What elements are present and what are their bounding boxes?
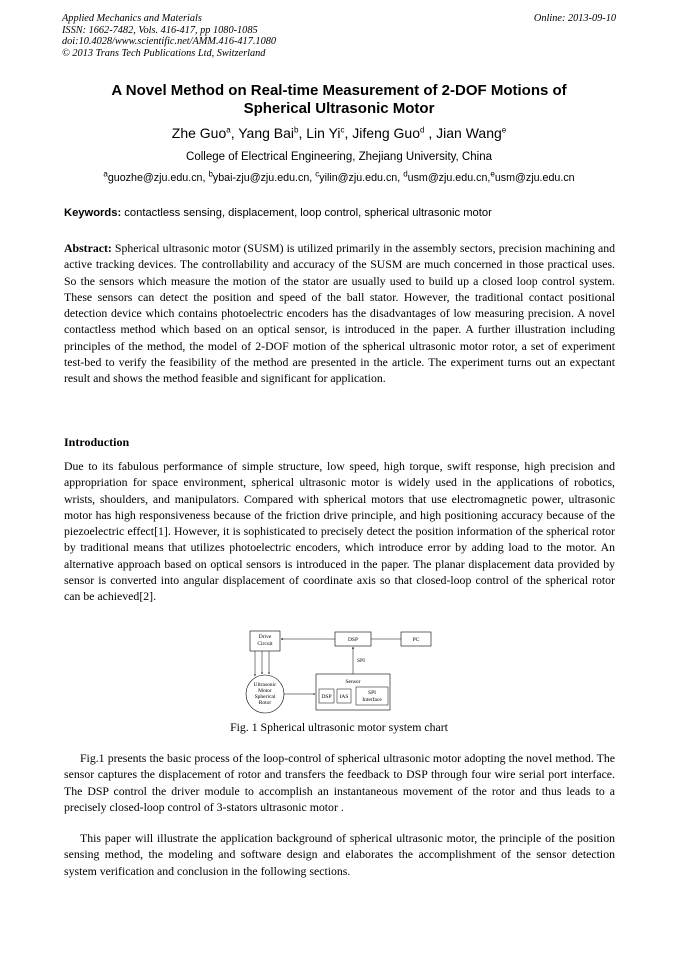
keywords-label: Keywords: [64,207,122,219]
email-mark: a [103,169,108,179]
copyright-line: © 2013 Trans Tech Publications Ltd, Switzerland [62,47,266,59]
email-mark: d [403,169,408,179]
email-separator: , [309,172,316,184]
title-line-2: Spherical Ultrasonic Motor [243,100,435,117]
keywords-text: contactless sensing, displacement, loop control, spherical ultrasonic motor [121,207,492,219]
author-separator: , [344,125,353,141]
rotor-label-3: Spherical [254,694,276,700]
abstract-label: Abstract: [64,241,112,255]
abstract [64,240,615,387]
author-separator: , [298,125,307,141]
author-affiliation-mark: b [294,125,299,135]
email-mark: b [208,169,213,179]
drive-circuit-label-2: Circuit [257,641,273,647]
author-name: Lin Yi [306,125,341,141]
affiliation: College of Electrical Engineering, Zhejiang University, China [186,151,492,163]
author-affiliation-mark: c [340,125,345,135]
introduction-heading: Introduction [64,435,130,449]
author-affiliation-mark: e [501,125,507,135]
author-separator: , [230,125,239,141]
sensor-dsp-label: DSP [321,694,332,700]
author-name: Zhe Guo [171,125,227,141]
dsp-label: DSP [347,637,359,643]
author-affiliation-mark: a [226,125,231,135]
journal-header [62,13,276,59]
figure-description-paragraph: Fig.1 presents the basic process of the loop-control of spherical ultrasonic motor adopting the novel method. The sensor captures the displacement of rotor and transfers the feedback to DSP through four wire serial port interface. The DSP control the driver module to accomplish an instantaneous movement of the rotor and thus leads to a precisely closed-loop control of 3-stators ultrasonic motor . [64,751,615,814]
author-separator: , [424,125,437,141]
introduction-paragraph: Due to its fabulous performance of simple structure, low speed, high torque, swift response, high precision and appropriation for space environment, spherical ultrasonic motor is widely used in the applications of robotics, wrists, shoulders, and manipulators. Compared with spherical motors that use electromagnetic power, ultrasonic motor has high responsiveness because of the friction drive principle, and high positioning accuracy because of the piezoelectric effect[1]. However, it is sophisticated to precisely detect the position information of the spherical rotor by traditional means that utilizes photoelectric encoders, which introduce error by adding load to the motor. An alternative approach based on optical sensors is introduced in the paper. The planar displacement data provided by sensor is converted into angular displacement of coordinate axis so that closed-loop control of the spherical rotor can be achieved[2]. [64,459,615,604]
journal-name: Applied Mechanics and Materials [62,13,202,24]
author-name: Jian Wang [436,125,502,141]
rotor-label-4: Rotor [258,700,272,706]
title-line-1: A Novel Method on Real-time Measurement of 2-DOF Motions of [111,82,567,99]
author-list [40,124,638,142]
author-name: Yang Bai [238,125,295,141]
doi-line: doi:10.4028/www.scientific.net/AMM.416-417.1080 [62,36,277,48]
ias-label: IAS [339,694,349,700]
spi-interface-label-2: Interface [362,697,382,703]
keywords [64,206,624,220]
figure-caption: Fig. 1 Spherical ultrasonic motor system chart [230,720,448,734]
email-mark: e [490,169,495,179]
email-separator: , [487,172,491,184]
rotor-label-2: Motor [258,688,272,694]
drive-circuit-label-1: Drive [258,634,272,640]
email-list [30,171,648,185]
email-address[interactable]: usm@zju.edu.cn [407,172,488,184]
system-chart-diagram [240,627,440,717]
spi-link-label: SPI [357,658,365,664]
pc-label: PC [412,637,420,643]
email-address[interactable]: guozhe@zju.edu.cn [107,172,203,184]
email-address[interactable]: yilin@zju.edu.cn [319,172,398,184]
issn-line: ISSN: 1662-7482, Vols. 416-417, pp 1080-1085 [62,24,258,36]
email-separator: , [397,172,404,184]
system-chart-figure [240,627,440,717]
rotor-label-1: Ultrasonic [253,682,277,688]
email-mark: c [315,169,320,179]
outline-paragraph: This paper will illustrate the application background of spherical ultrasonic motor, the principle of the position sensing method, the modeling and software design and elaborates the accomplishment of the sensor detection system verification and conclusion in the following sections. [64,831,615,878]
author-name: Jifeng Guo [352,125,421,141]
email-address[interactable]: usm@zju.edu.cn [494,172,575,184]
abstract-text: Spherical ultrasonic motor (SUSM) is utilized primarily in the assembly sectors, precision machining and active tracking devices. The controllability and accuracy of the SUSM are much concerned in those practical uses. So the sensors which measure the motion of the stator are usually used to build up a closed loop control system. These sensors can detect the position and speed of the ball stator. However, the traditional contact positional detection device which contains photoelectric encoders has the disadvantages of low measuring precision. A novel contactless method which based on an optical sensor, is introduced in the paper. A further illustration including principles of the method, the model of 2-DOF motion of the spherical ultrasonic motor rotor, a set of experiment test-bed to verify the feasibility of the method are presented in the article. The experiment turns out an expectant result and shows the method feasible and significant for application. [64,241,615,386]
author-affiliation-mark: d [420,125,425,135]
sensor-label: Sensor [345,679,361,685]
email-address[interactable]: ybai-zju@zju.edu.cn [212,172,310,184]
email-separator: , [202,172,209,184]
spi-interface-label-1: SPI [368,690,376,696]
paper-title [40,82,638,118]
online-date: Online: 2013-09-10 [533,13,616,24]
